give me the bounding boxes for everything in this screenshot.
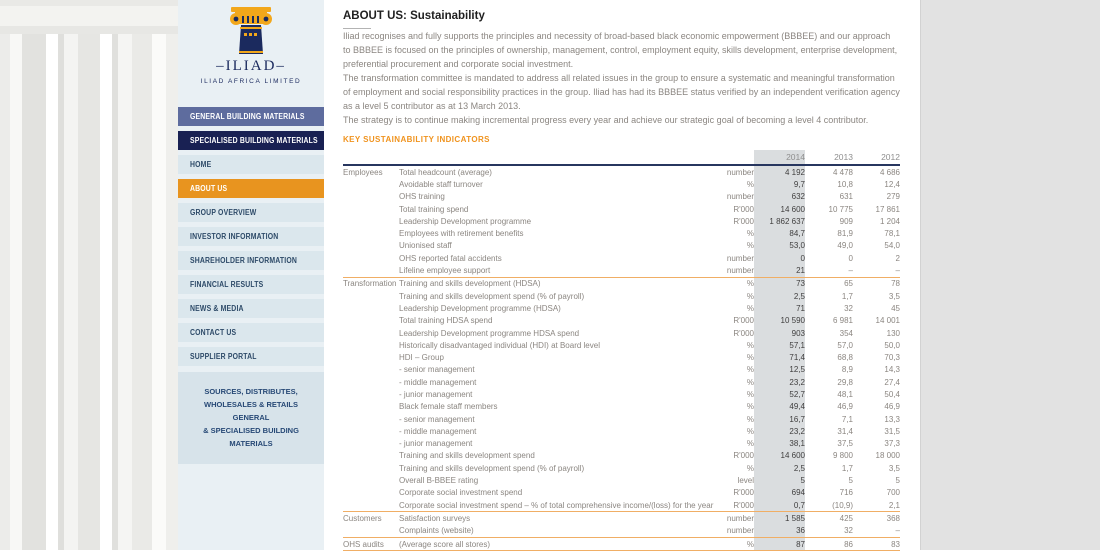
cell-v2014: 4 192 bbox=[754, 165, 805, 178]
cell-label: OHS reported fatal accidents bbox=[399, 253, 502, 263]
key-indicators-heading: KEY SUSTAINABILITY INDICATORS bbox=[343, 135, 490, 144]
cell-label: Leadership Development programme (HDSA) bbox=[399, 303, 561, 313]
cell-unit: R'000 bbox=[733, 451, 754, 461]
table-header-row bbox=[343, 150, 900, 165]
sidebar-item-specialised-building-materials[interactable]: SPECIALISED BUILDING MATERIALS bbox=[178, 131, 324, 150]
table-row bbox=[343, 401, 900, 413]
column-header-2014: 2014 bbox=[754, 150, 805, 165]
cell-v2013: 9 800 bbox=[832, 451, 853, 461]
cell-category bbox=[343, 227, 399, 239]
cell-category: Transformation bbox=[343, 279, 397, 289]
sidebar-item-home[interactable]: HOME bbox=[178, 155, 324, 174]
cell-label: Black female staff members bbox=[399, 402, 498, 412]
cell-category bbox=[343, 364, 399, 376]
cell-v2012: 83 bbox=[891, 539, 900, 549]
cell-v2012: 37,3 bbox=[884, 439, 900, 449]
sidebar-item-contact-us[interactable]: CONTACT US bbox=[178, 323, 324, 342]
cell-v2014: 14 600 bbox=[754, 450, 805, 462]
cell-v2014: 1 585 bbox=[754, 512, 805, 525]
cell-category bbox=[343, 252, 399, 264]
cell-v2013: 29,8 bbox=[837, 377, 853, 387]
cell-v2012: 3,5 bbox=[888, 291, 900, 301]
cell-category bbox=[343, 462, 399, 474]
cell-v2013: 32 bbox=[844, 526, 853, 536]
cell-v2012: 45 bbox=[891, 303, 900, 313]
sidebar-item-shareholder-information[interactable]: SHAREHOLDER INFORMATION bbox=[178, 251, 324, 270]
cell-label: Corporate social investment spend bbox=[399, 488, 523, 498]
cell-v2012: 18 000 bbox=[875, 451, 900, 461]
cell-v2014: 53,0 bbox=[754, 240, 805, 252]
cell-v2014: 36 bbox=[754, 525, 805, 538]
cell-v2013: 68,8 bbox=[837, 353, 853, 363]
table-row bbox=[343, 438, 900, 450]
cell-label: Complaints (website) bbox=[399, 526, 474, 536]
cell-label: Leadership Development programme HDSA spend bbox=[399, 328, 580, 338]
cell-category bbox=[343, 525, 399, 538]
sidebar-item-group-overview[interactable]: GROUP OVERVIEW bbox=[178, 203, 324, 222]
cell-label: (Average score all stores) bbox=[399, 539, 490, 549]
cell-v2013: 86 bbox=[844, 539, 853, 549]
cell-unit: R'000 bbox=[733, 500, 754, 510]
cell-v2013: 81,9 bbox=[837, 229, 853, 239]
cell-label: Employees with retirement benefits bbox=[399, 229, 524, 239]
cell-v2013: 48,1 bbox=[837, 389, 853, 399]
cell-v2014: 21 bbox=[754, 264, 805, 277]
cell-unit: % bbox=[746, 229, 754, 239]
cell-label: - senior management bbox=[399, 365, 475, 375]
cell-v2012: 368 bbox=[886, 513, 900, 523]
cell-unit: % bbox=[746, 241, 754, 251]
cell-category bbox=[343, 388, 399, 400]
cell-v2012: 78,1 bbox=[884, 229, 900, 239]
cell-unit: R'000 bbox=[733, 216, 754, 226]
tagline-line: WHOLESALES & RETAILS GENERAL bbox=[203, 400, 299, 422]
cell-v2013: 716 bbox=[839, 488, 853, 498]
paragraph: The strategy is to continue making incremental progress every year and achieve our strategic goal of becoming a level 4 contributor. bbox=[343, 115, 869, 125]
cell-label: Avoidable staff turnover bbox=[399, 179, 483, 189]
table-row bbox=[343, 351, 900, 363]
cell-unit: % bbox=[746, 377, 754, 387]
cell-category bbox=[343, 203, 399, 215]
main-content bbox=[343, 0, 900, 551]
cell-unit: number bbox=[726, 253, 754, 263]
cell-v2014: 23,2 bbox=[754, 425, 805, 437]
table-row bbox=[343, 537, 900, 550]
cell-unit: number bbox=[726, 526, 754, 536]
cell-v2014: 2,5 bbox=[754, 290, 805, 302]
cell-label: - junior management bbox=[399, 439, 473, 449]
cell-v2014: 632 bbox=[754, 191, 805, 203]
cell-v2013: 32 bbox=[844, 303, 853, 313]
cell-category bbox=[343, 499, 399, 512]
cell-v2013: 10,8 bbox=[837, 179, 853, 189]
table-row bbox=[343, 191, 900, 203]
table-row bbox=[343, 215, 900, 227]
cell-unit: level bbox=[737, 476, 754, 486]
cell-label: Total headcount (average) bbox=[399, 167, 492, 177]
cell-label: Total training spend bbox=[399, 204, 469, 214]
table-row bbox=[343, 499, 900, 512]
page-right-background bbox=[920, 0, 1100, 550]
cell-v2013: 1,7 bbox=[841, 463, 853, 473]
paragraph: Iliad recognises and fully supports the principles and necessity of broad-based black economic empowerment (BBBEE) and our approach to BBBEE is focused on the principles of ownership, management, control, employment equity, skills development, enterprise development, preferential procurement and corporate social investment. bbox=[343, 31, 898, 69]
table-row bbox=[343, 388, 900, 400]
table-row bbox=[343, 413, 900, 425]
columns-background-image bbox=[0, 0, 178, 550]
sidebar-tagline bbox=[178, 372, 324, 464]
cell-category: OHS audits bbox=[343, 539, 384, 549]
cell-v2013: 0 bbox=[848, 253, 853, 263]
table-row bbox=[343, 277, 900, 290]
cell-v2012: 31,5 bbox=[884, 426, 900, 436]
cell-v2014: 71 bbox=[754, 302, 805, 314]
cell-unit: % bbox=[746, 402, 754, 412]
sidebar bbox=[178, 0, 324, 550]
cell-unit: % bbox=[746, 365, 754, 375]
cell-unit: R'000 bbox=[733, 488, 754, 498]
page-title: ABOUT US: Sustainability bbox=[343, 10, 485, 22]
cell-unit: R'000 bbox=[733, 204, 754, 214]
header-spacer bbox=[343, 150, 399, 165]
sidebar-item-news-media[interactable]: NEWS & MEDIA bbox=[178, 299, 324, 318]
sidebar-nav bbox=[178, 107, 324, 366]
cell-unit: % bbox=[746, 340, 754, 350]
cell-v2012: 50,4 bbox=[884, 389, 900, 399]
cell-label: Satisfaction surveys bbox=[399, 513, 471, 523]
table-row bbox=[343, 376, 900, 388]
cell-v2012: 17 861 bbox=[875, 204, 900, 214]
cell-v2013: 909 bbox=[839, 216, 853, 226]
cell-v2012: 5 bbox=[895, 476, 900, 486]
tagline-line: & SPECIALISED BUILDING bbox=[203, 426, 299, 435]
cell-v2012: 50,0 bbox=[884, 340, 900, 350]
cell-label: - senior management bbox=[399, 414, 475, 424]
cell-v2014: 14 600 bbox=[754, 203, 805, 215]
cell-v2014: 903 bbox=[754, 327, 805, 339]
table-body bbox=[343, 165, 900, 551]
cell-category bbox=[343, 450, 399, 462]
cell-v2014: 23,2 bbox=[754, 376, 805, 388]
cell-v2013: 1,7 bbox=[841, 291, 853, 301]
logo-wordmark: –ILIAD– bbox=[216, 58, 286, 74]
cell-unit: % bbox=[746, 426, 754, 436]
cell-v2014: 10 590 bbox=[754, 315, 805, 327]
cell-label: Historically disadvantaged individual (HDI) at Board level bbox=[399, 340, 600, 350]
cell-v2013: 10 775 bbox=[828, 204, 853, 214]
table-row bbox=[343, 474, 900, 486]
cell-v2013: 354 bbox=[839, 328, 853, 338]
cell-category bbox=[343, 425, 399, 437]
cell-category bbox=[343, 327, 399, 339]
cell-v2013: 631 bbox=[839, 192, 853, 202]
cell-v2012: – bbox=[895, 526, 900, 536]
table-row bbox=[343, 252, 900, 264]
cell-v2012: 78 bbox=[891, 279, 900, 289]
cell-v2012: 14,3 bbox=[884, 365, 900, 375]
cell-label: Training and skills development spend (% of payroll) bbox=[399, 291, 585, 301]
table-row bbox=[343, 462, 900, 474]
cell-v2014: 9,7 bbox=[754, 178, 805, 190]
cell-v2014: 12,5 bbox=[754, 364, 805, 376]
cell-v2012: – bbox=[895, 266, 900, 276]
cell-v2014: 49,4 bbox=[754, 401, 805, 413]
cell-v2014: 73 bbox=[754, 277, 805, 290]
cell-label: - middle management bbox=[399, 426, 477, 436]
cell-v2013: 4 478 bbox=[832, 167, 853, 177]
table-row bbox=[343, 327, 900, 339]
cell-label: Lifeline employee support bbox=[399, 266, 491, 276]
table-row bbox=[343, 203, 900, 215]
cell-v2014: 38,1 bbox=[754, 438, 805, 450]
cell-v2014: 52,7 bbox=[754, 388, 805, 400]
column-header-2013: 2013 bbox=[834, 152, 853, 162]
table-row bbox=[343, 339, 900, 351]
cell-label: Unionised staff bbox=[399, 241, 452, 251]
cell-unit: % bbox=[746, 279, 754, 289]
cell-unit: number bbox=[726, 513, 754, 523]
cell-unit: % bbox=[746, 353, 754, 363]
cell-v2012: 54,0 bbox=[884, 241, 900, 251]
sustainability-indicators-table bbox=[343, 150, 900, 551]
cell-v2014: 0,7 bbox=[754, 499, 805, 512]
cell-label: Leadership Development programme bbox=[399, 216, 532, 226]
cell-v2013: 57,0 bbox=[837, 340, 853, 350]
cell-v2012: 14 001 bbox=[875, 316, 900, 326]
cell-category bbox=[343, 315, 399, 327]
cell-unit: R'000 bbox=[733, 316, 754, 326]
cell-category bbox=[343, 474, 399, 486]
cell-v2012: 130 bbox=[886, 328, 900, 338]
cell-v2012: 279 bbox=[886, 192, 900, 202]
sidebar-item-supplier-portal[interactable]: SUPPLIER PORTAL bbox=[178, 347, 324, 366]
cell-v2014: 16,7 bbox=[754, 413, 805, 425]
table-row bbox=[343, 240, 900, 252]
sidebar-item-about-us[interactable]: ABOUT US bbox=[178, 179, 324, 198]
logo-subtitle: ILIAD AFRICA LIMITED bbox=[200, 78, 302, 85]
cell-label: - middle management bbox=[399, 377, 477, 387]
table-row bbox=[343, 450, 900, 462]
cell-label: Overall B-BBEE rating bbox=[399, 476, 479, 486]
cell-v2012: 12,4 bbox=[884, 179, 900, 189]
cell-v2014: 1 862 637 bbox=[754, 215, 805, 227]
cell-unit: % bbox=[746, 539, 754, 549]
cell-v2014: 84,7 bbox=[754, 227, 805, 239]
cell-category bbox=[343, 191, 399, 203]
cell-v2013: 49,0 bbox=[837, 241, 853, 251]
cell-v2012: 27,4 bbox=[884, 377, 900, 387]
table-row bbox=[343, 290, 900, 302]
cell-unit: number bbox=[726, 192, 754, 202]
cell-label: Training and skills development spend bbox=[399, 451, 535, 461]
cell-v2012: 2 bbox=[895, 253, 900, 263]
cell-v2012: 46,9 bbox=[884, 402, 900, 412]
sidebar-item-investor-information[interactable]: INVESTOR INFORMATION bbox=[178, 227, 324, 246]
table-row bbox=[343, 315, 900, 327]
cell-category bbox=[343, 302, 399, 314]
cell-category bbox=[343, 240, 399, 252]
iliad-logo[interactable] bbox=[178, 0, 324, 102]
sidebar-item-financial-results[interactable]: FINANCIAL RESULTS bbox=[178, 275, 324, 294]
cell-v2013: 31,4 bbox=[837, 426, 853, 436]
cell-category bbox=[343, 413, 399, 425]
cell-unit: % bbox=[746, 389, 754, 399]
table-row bbox=[343, 512, 900, 525]
cell-v2013: 7,1 bbox=[841, 414, 853, 424]
cell-category bbox=[343, 290, 399, 302]
sidebar-item-general-building-materials[interactable]: GENERAL BUILDING MATERIALS bbox=[178, 107, 324, 126]
header-spacer bbox=[710, 150, 754, 165]
cell-category bbox=[343, 487, 399, 499]
cell-v2013: 65 bbox=[844, 279, 853, 289]
table-row bbox=[343, 425, 900, 437]
table-row bbox=[343, 487, 900, 499]
cell-category bbox=[343, 376, 399, 388]
cell-unit: % bbox=[746, 303, 754, 313]
column-capital-icon bbox=[222, 6, 280, 56]
tagline-line: MATERIALS bbox=[229, 439, 273, 448]
cell-v2014: 71,4 bbox=[754, 351, 805, 363]
cell-category bbox=[343, 339, 399, 351]
table-row bbox=[343, 264, 900, 277]
cell-v2012: 4 686 bbox=[879, 167, 900, 177]
cell-unit: number bbox=[726, 167, 754, 177]
cell-unit: R'000 bbox=[733, 328, 754, 338]
cell-v2012: 13,3 bbox=[884, 414, 900, 424]
cell-v2014: 57,1 bbox=[754, 339, 805, 351]
cell-category bbox=[343, 438, 399, 450]
cell-v2013: 37,5 bbox=[837, 439, 853, 449]
cell-label: Training and skills development spend (% of payroll) bbox=[399, 463, 585, 473]
cell-v2014: 694 bbox=[754, 487, 805, 499]
cell-v2013: 5 bbox=[848, 476, 853, 486]
cell-v2012: 700 bbox=[886, 488, 900, 498]
cell-v2012: 2,1 bbox=[888, 500, 900, 510]
cell-v2014: 2,5 bbox=[754, 462, 805, 474]
cell-label: Training and skills development (HDSA) bbox=[399, 279, 541, 289]
cell-label: HDI – Group bbox=[399, 353, 444, 363]
cell-label: - junior management bbox=[399, 389, 473, 399]
cell-label: OHS training bbox=[399, 192, 445, 202]
cell-category bbox=[343, 178, 399, 190]
cell-unit: % bbox=[746, 291, 754, 301]
tagline-line: SOURCES, DISTRIBUTES, bbox=[204, 387, 298, 396]
cell-v2012: 70,3 bbox=[884, 353, 900, 363]
cell-v2013: 6 981 bbox=[832, 316, 853, 326]
cell-v2013: – bbox=[848, 266, 853, 276]
cell-category: Customers bbox=[343, 513, 382, 523]
cell-category bbox=[343, 264, 399, 277]
column-header-2012: 2012 bbox=[881, 152, 900, 162]
header-spacer bbox=[399, 150, 710, 165]
table-row bbox=[343, 165, 900, 178]
cell-unit: number bbox=[726, 266, 754, 276]
cell-unit: % bbox=[746, 179, 754, 189]
cell-v2014: 87 bbox=[754, 537, 805, 550]
table-row bbox=[343, 364, 900, 376]
cell-category bbox=[343, 215, 399, 227]
table-row bbox=[343, 178, 900, 190]
cell-v2012: 1 204 bbox=[879, 216, 900, 226]
cell-label: Total training HDSA spend bbox=[399, 316, 493, 326]
table-row bbox=[343, 227, 900, 239]
cell-v2012: 3,5 bbox=[888, 463, 900, 473]
table-row bbox=[343, 525, 900, 538]
cell-v2013: 8,9 bbox=[841, 365, 853, 375]
cell-v2013: 46,9 bbox=[837, 402, 853, 412]
cell-unit: % bbox=[746, 463, 754, 473]
cell-v2014: 5 bbox=[754, 474, 805, 486]
cell-unit: % bbox=[746, 439, 754, 449]
cell-category: Employees bbox=[343, 167, 383, 177]
paragraph: The transformation committee is mandated to address all related issues in the group to ensure a systematic and meaningful transformation of employment and social responsibility practices in the group. Iliad has had its BBBEE status verified by an independent verification agency as a level 5 contributor as at 13 March 2013. bbox=[343, 73, 900, 111]
cell-category bbox=[343, 351, 399, 363]
table-row bbox=[343, 302, 900, 314]
cell-label: Corporate social investment spend – % of total comprehensive income/(loss) for the year bbox=[399, 500, 714, 510]
cell-v2013: (10,9) bbox=[832, 500, 853, 510]
cell-unit: % bbox=[746, 414, 754, 424]
cell-v2013: 425 bbox=[839, 513, 853, 523]
cell-category bbox=[343, 401, 399, 413]
cell-v2014: 0 bbox=[754, 252, 805, 264]
